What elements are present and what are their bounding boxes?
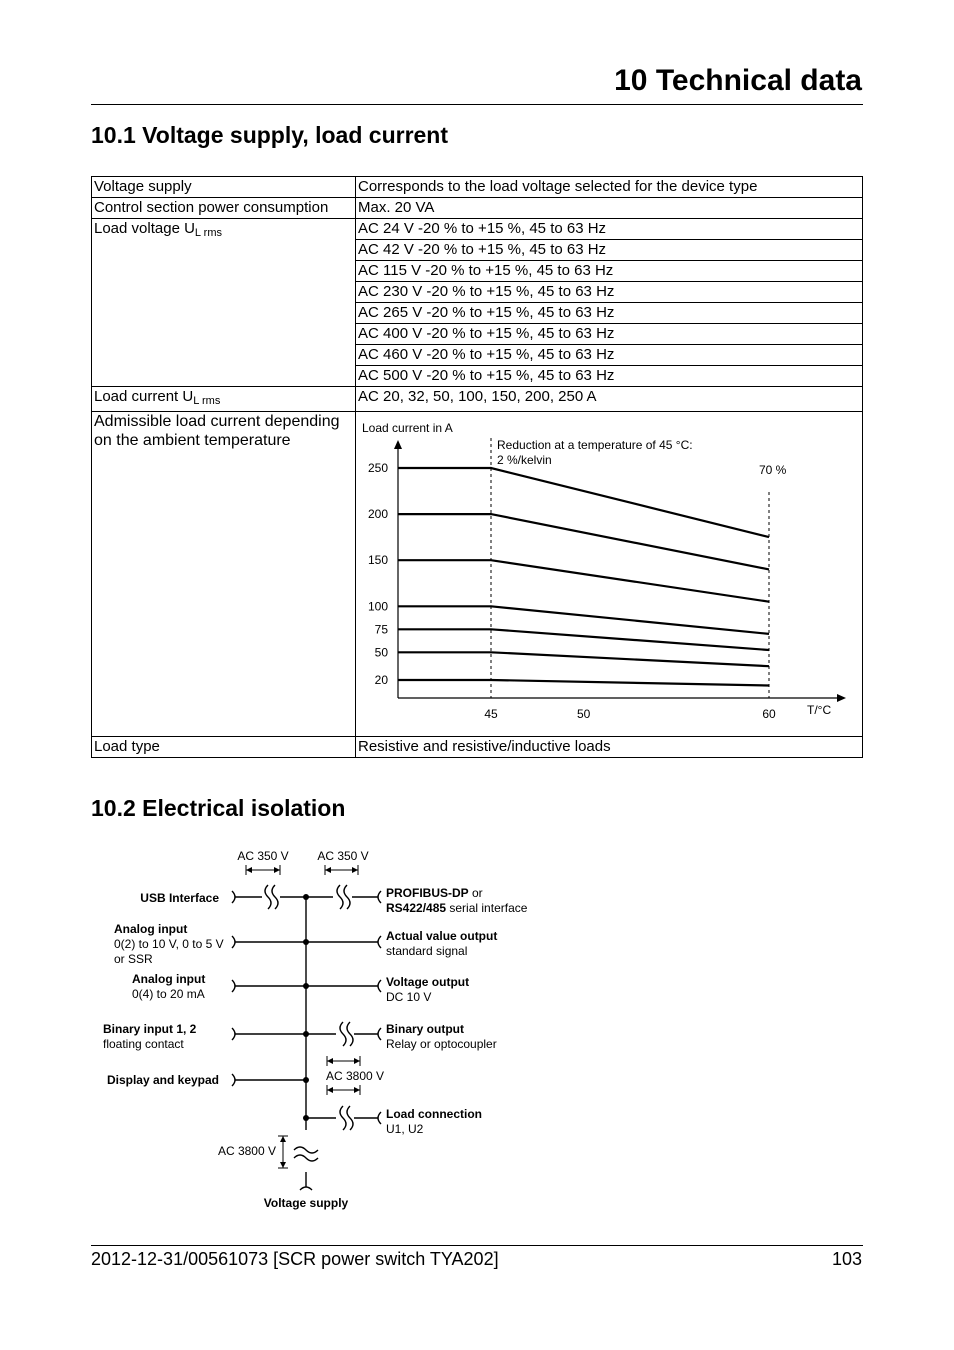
row-value: Corresponds to the load voltage selected for the device type [356, 177, 863, 198]
voltage-label: AC 3800 V [217, 1144, 276, 1158]
derating-chart [356, 412, 862, 736]
arrow-head [354, 1087, 360, 1093]
binary-output-label: Binary output [386, 1022, 464, 1036]
row-value: AC 230 V -20 % to +15 %, 45 to 63 Hz [356, 282, 863, 303]
row-label-load-current [92, 387, 356, 412]
isolation-barrier [294, 1155, 318, 1161]
terminal-mark [378, 1112, 381, 1124]
row-value: AC 400 V -20 % to +15 %, 45 to 63 Hz [356, 324, 863, 345]
junction-dot [303, 1115, 309, 1121]
x-axis-label: T/°C [807, 703, 832, 717]
chapter-title: 10 Technical data [614, 64, 862, 97]
x-tick-label: 45 [484, 707, 498, 721]
spec-table [91, 176, 863, 758]
derating-chart-cell [356, 412, 863, 737]
row-label: Load type [92, 737, 356, 758]
row-label-subscript: L rms [194, 227, 222, 239]
junction-dot [303, 894, 309, 900]
isolation-barrier [265, 885, 271, 909]
profibus-or: or [468, 886, 483, 900]
series-line-50-a [398, 652, 769, 666]
terminal-mark [232, 936, 235, 948]
row-label-subscript: L rms [193, 395, 221, 407]
voltage-supply-label: Voltage supply [263, 1196, 349, 1210]
y-tick-label: 150 [367, 553, 388, 568]
bottom-rule [91, 1245, 863, 1246]
arrow-head [280, 1136, 286, 1142]
terminal-mark [232, 1074, 235, 1086]
table-row [92, 198, 863, 219]
terminal-mark [232, 1028, 235, 1040]
y-tick-label: 100 [367, 599, 388, 614]
terminal-mark [378, 891, 381, 903]
row-label: Control section power consumption [92, 198, 356, 219]
annotation-line-1: Reduction at a temperature of 45 °C: [497, 438, 693, 452]
binary-input-label: Binary input 1, 2 [103, 1022, 197, 1036]
isolation-barrier [344, 885, 350, 909]
profibus-label [386, 886, 483, 900]
page-number: 103 [831, 1249, 862, 1269]
profibus-bold: PROFIBUS-DP [386, 886, 469, 900]
row-label: Load voltage U [94, 220, 195, 237]
junction-dot [303, 1077, 309, 1083]
isolation-barrier [340, 1022, 346, 1046]
row-label: Voltage supply [92, 177, 356, 198]
y-axis-arrow [394, 440, 402, 449]
y-tick-label: 20 [374, 673, 388, 687]
isolation-barrier [340, 1106, 346, 1130]
voltage-output-label: Voltage output [386, 975, 470, 989]
row-label: Load current U [94, 388, 194, 405]
terminal-mark [378, 936, 381, 948]
terminal-mark [232, 980, 235, 992]
row-label-load-voltage [92, 219, 356, 387]
series-line-20-a [398, 680, 769, 686]
voltage-label: AC 350 V [237, 849, 289, 863]
analog-input-label: Analog input [132, 972, 206, 986]
y-tick-label: 50 [374, 645, 388, 660]
isolation-barrier [337, 885, 343, 909]
row-value: Resistive and resistive/inductive loads [356, 737, 863, 758]
actual-value-output-label: Actual value output [386, 929, 498, 943]
row-value: AC 115 V -20 % to +15 %, 45 to 63 Hz [356, 261, 863, 282]
top-rule [91, 104, 863, 105]
rs422-rest: serial interface [446, 901, 528, 915]
analog-input-range: 0(2) to 10 V, 0 to 5 V [114, 937, 224, 951]
load-connection-label: Load connection [386, 1107, 482, 1121]
series-line-250-a [398, 468, 769, 537]
terminal-mark [232, 891, 235, 903]
footer-document-id: 2012-12-31/00561073 [SCR power switch TYA202] [91, 1249, 499, 1269]
isolation-barrier [294, 1147, 318, 1153]
y-tick-label: 250 [367, 461, 388, 475]
table-row [92, 177, 863, 198]
y-tick-label: 75 [374, 622, 388, 637]
arrow-head [352, 867, 358, 873]
section-title-voltage-supply: 10.1 Voltage supply, load current [91, 122, 449, 148]
arrow-head [327, 1058, 333, 1064]
analog-input-ssr: or SSR [114, 952, 153, 966]
row-value: AC 265 V -20 % to +15 %, 45 to 63 Hz [356, 303, 863, 324]
binary-output-detail: Relay or optocoupler [386, 1037, 497, 1051]
x-axis-arrow [837, 694, 846, 702]
table-row [92, 737, 863, 758]
terminal-mark [378, 980, 381, 992]
table-row [92, 387, 863, 412]
rs422-bold: RS422/485 [386, 901, 447, 915]
y-axis-label: Load current in A [362, 421, 453, 435]
display-keypad-label: Display and keypad [106, 1073, 219, 1087]
x-tick-label: 60 [762, 707, 776, 721]
arrow-head [325, 867, 331, 873]
row-value: AC 24 V -20 % to +15 %, 45 to 63 Hz [356, 219, 863, 240]
y-tick-label: 200 [367, 507, 388, 522]
voltage-label: AC 3800 V [326, 1069, 385, 1083]
junction-dot [303, 983, 309, 989]
load-connection-detail: U1, U2 [386, 1122, 424, 1136]
row-value: AC 500 V -20 % to +15 %, 45 to 63 Hz [356, 366, 863, 387]
voltage-output-detail: DC 10 V [386, 990, 432, 1004]
actual-value-output-detail: standard signal [386, 944, 468, 958]
junction-dot [303, 1031, 309, 1037]
terminal-mark [300, 1187, 312, 1190]
table-row [92, 412, 863, 737]
arrow-head [354, 1058, 360, 1064]
series-line-150-a [398, 560, 769, 602]
row-value: AC 20, 32, 50, 100, 150, 200, 250 A [356, 387, 863, 412]
arrow-head [327, 1087, 333, 1093]
arrow-head [280, 1162, 286, 1168]
arrow-head [274, 867, 280, 873]
voltage-label: AC 350 V [317, 849, 369, 863]
row-value: AC 460 V -20 % to +15 %, 45 to 63 Hz [356, 345, 863, 366]
analog-input-label: Analog input [114, 922, 188, 936]
row-label: Admissible load current depending on the ambient temperature [92, 412, 356, 737]
x-tick-label: 50 [576, 707, 591, 721]
usb-interface-label: USB Interface [140, 891, 219, 905]
row-value: Max. 20 VA [356, 198, 863, 219]
analog-input-range: 0(4) to 20 mA [132, 987, 205, 1001]
annotation-line-2: 2 %/kelvin [497, 453, 552, 467]
end-percentage-label: 70 % [759, 463, 787, 477]
binary-input-detail: floating contact [103, 1037, 184, 1051]
arrow-head [246, 867, 252, 873]
series-line-75-a [398, 629, 769, 650]
junction-dot [303, 939, 309, 945]
section-title-electrical-isolation: 10.2 Electrical isolation [91, 795, 346, 821]
isolation-barrier [272, 885, 278, 909]
table-row [92, 219, 863, 240]
isolation-barrier [347, 1106, 353, 1130]
isolation-barrier [347, 1022, 353, 1046]
row-value: AC 42 V -20 % to +15 %, 45 to 63 Hz [356, 240, 863, 261]
terminal-mark [378, 1028, 381, 1040]
rs422-label [386, 901, 528, 915]
